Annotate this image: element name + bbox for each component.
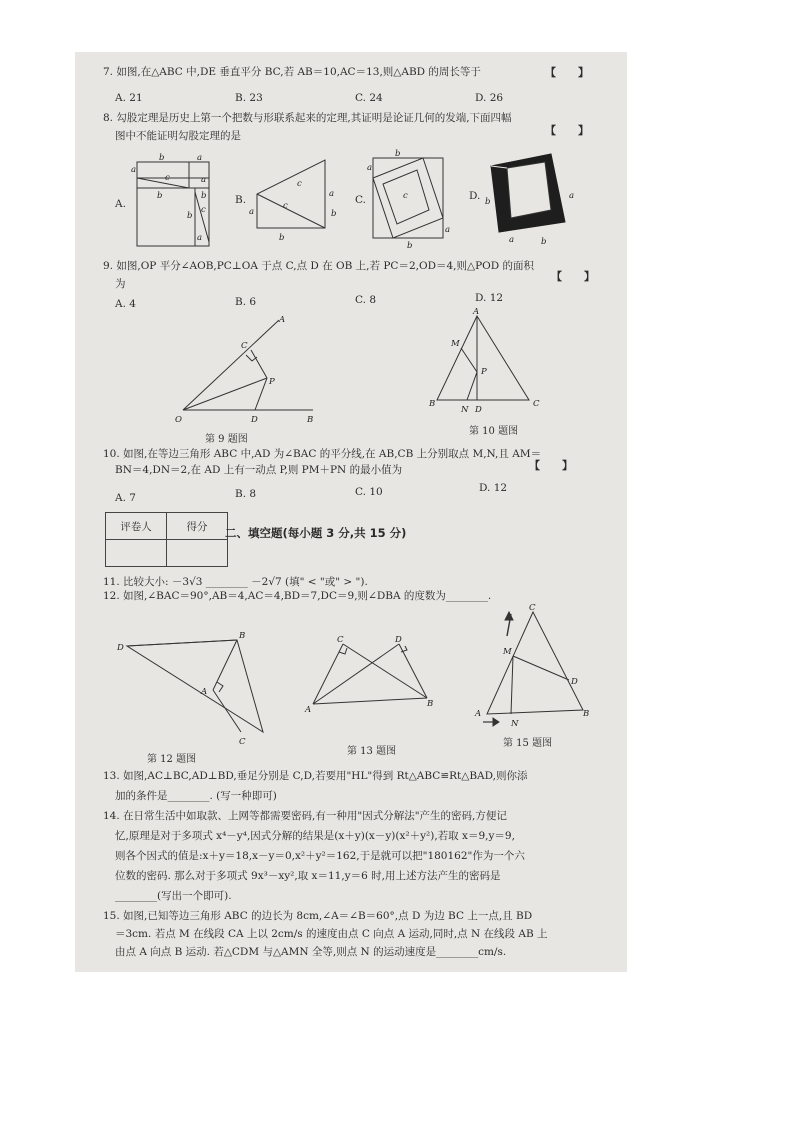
q8c-label-0: a	[367, 163, 373, 173]
q15-caption: 第 15 题图	[503, 738, 553, 749]
q12-label-d: D	[117, 643, 124, 653]
q15-line1: 15. 如图,已知等边三角形 ABC 的边长为 8cm,∠A＝∠B＝60°,点 D 为边 BC 上一点,且 BD	[103, 910, 533, 922]
q14-line1: 14. 在日常生活中如取款、上网等都需要密码,有一种用"因式分解法"产生的密码,方便记	[103, 810, 507, 822]
q10-label-d: D	[475, 405, 482, 415]
q9-answer-bracket: 【 】	[551, 270, 595, 283]
q12-caption: 第 12 题图	[147, 754, 197, 765]
q13-stem-line2: 加的条件是________. (写一种即可)	[115, 790, 277, 802]
q11-text: 11. 比较大小: －3√3 ________ －2√7 (填" < "或" > ").	[103, 576, 368, 588]
q15-label-c: C	[529, 603, 536, 613]
q15-line3: 由点 A 向点 B 运动. 若△CDM 与△AMN 全等,则点 N 的运动速度是________cm/s.	[115, 946, 507, 958]
q13-figure	[303, 632, 443, 715]
q8b-label-3: c	[297, 179, 302, 189]
q15-figure	[473, 604, 593, 728]
q8a-label-8: a	[197, 233, 203, 243]
q15-label-a: A	[475, 709, 482, 719]
q7-option-b: B. 23	[235, 92, 263, 104]
q14-line2: 忆,原理是对于多项式 x⁴－y⁴,因式分解的结果是(x＋y)(x－y)(x²＋y²),若取 x＝9,y＝9,	[115, 830, 515, 842]
q14-line3: 则各个因式的值是:x＋y＝18,x－y＝0,x²＋y²＝162,于是就可以把"180162"作为一个六	[115, 850, 525, 862]
q8a-label-0: b	[159, 153, 165, 163]
q9-option-c: C. 8	[355, 294, 377, 306]
q8a-label-6: b	[187, 211, 193, 221]
q9-label-b: B	[307, 415, 314, 425]
q9-option-d: D. 12	[475, 292, 504, 304]
q10-option-a: A. 7	[115, 492, 136, 504]
q13-label-c: C	[337, 635, 344, 645]
q8d-label-0: a	[509, 235, 515, 245]
q8b-label-0: a	[249, 207, 255, 217]
q14-line5: ________(写出一个即可).	[115, 890, 232, 902]
q8b-label-1: b	[279, 233, 285, 243]
q8-stem-line1: 8. 勾股定理是历史上第一个把数与形联系起来的定理,其证明是论证几何的发端,下面四幅	[103, 112, 512, 124]
q7-option-a: A. 21	[115, 92, 143, 104]
score-table-header-score: 得分	[167, 513, 228, 540]
q10-label-a: A	[473, 307, 480, 317]
q8a-label-2: a	[131, 165, 137, 175]
q7-option-c: C. 24	[355, 92, 383, 104]
q8a-label-3: c	[165, 173, 170, 183]
q9-figure	[173, 314, 333, 430]
q13-caption: 第 13 题图	[347, 746, 397, 757]
q10-label-n: N	[461, 405, 469, 415]
q10-option-c: C. 10	[355, 486, 383, 498]
q8-figure-d	[485, 148, 581, 248]
q8-figure-b	[249, 152, 359, 244]
q15-label-n: N	[511, 719, 519, 729]
q12-figure	[117, 626, 257, 748]
q12-label-b: B	[239, 631, 246, 641]
q12-label-c: C	[239, 737, 246, 747]
q9-label-a: A	[279, 315, 286, 325]
q8-stem-line2: 图中不能证明勾股定理的是	[115, 130, 241, 142]
q9-stem-line2: 为	[115, 278, 126, 290]
score-table-header-grader: 评卷人	[106, 513, 167, 540]
q13-label-b: B	[427, 699, 434, 709]
q9-caption: 第 9 题图	[205, 434, 248, 445]
q10-label-b: B	[429, 399, 436, 409]
q8b-label-2: c	[283, 201, 288, 211]
q9-option-a: A. 4	[115, 298, 136, 310]
q10-option-d: D. 12	[479, 482, 508, 494]
q9-label-p: P	[269, 377, 275, 387]
q9-label-o: O	[175, 415, 182, 425]
q10-answer-bracket: 【 】	[529, 459, 573, 472]
q13-stem-line1: 13. 如图,AC⊥BC,AD⊥BD,垂足分别是 C,D,若要用"HL"得到 Rt△ABC≌Rt△BAD,则你添	[103, 770, 528, 782]
q8-label-d: D.	[469, 190, 481, 202]
q8c-label-3: a	[445, 225, 451, 235]
q8-answer-bracket: 【 】	[545, 124, 589, 137]
q10-stem-line2: BN＝4,DN＝2,在 AD 上有一动点 P,则 PM＋PN 的最小值为	[115, 464, 403, 476]
q8-label-a: A.	[115, 198, 126, 210]
score-table	[105, 512, 228, 567]
q8a-label-4: c	[201, 205, 206, 215]
q8b-label-5: b	[331, 209, 337, 219]
q12-label-a: A	[201, 687, 208, 697]
q15-label-m: M	[503, 647, 512, 657]
q13-label-a: A	[305, 705, 312, 715]
q8c-label-4: b	[407, 241, 413, 251]
score-table-grader-cell	[106, 540, 167, 567]
q10-stem-line1: 10. 如图,在等边三角形 ABC 中,AD 为∠BAC 的平分线,在 AB,CB 上分别取点 M,N,且 AM＝	[103, 448, 542, 460]
q8-label-b: B.	[235, 194, 247, 206]
q15-label-b: B	[583, 709, 590, 719]
q9-option-b: B. 6	[235, 296, 257, 308]
q9-stem-line1: 9. 如图,OP 平分∠AOB,PC⊥OA 于点 C,点 D 在 OB 上,若 PC＝2,OD＝4,则△POD 的面积	[103, 260, 535, 272]
q8a-label-1: a	[197, 153, 203, 163]
q10-label-p: P	[481, 367, 487, 377]
q8-figure-a	[131, 152, 213, 248]
q8d-label-3: b	[485, 197, 491, 207]
q8c-label-2: c	[403, 191, 408, 201]
q8c-label-1: b	[395, 149, 401, 159]
q10-caption: 第 10 题图	[469, 426, 519, 437]
q10-figure	[429, 308, 545, 414]
q10-label-c: C	[533, 399, 540, 409]
q7-answer-bracket: 【 】	[545, 66, 589, 79]
q8-label-c: C.	[355, 194, 366, 206]
q13-label-d: D	[395, 635, 402, 645]
q9-label-c: C	[241, 341, 248, 351]
q14-line4: 位数的密码. 那么对于多项式 9x³－xy²,取 x＝11,y＝6 时,用上述方法产生的密码是	[115, 870, 501, 882]
q8a-label-5: b	[157, 191, 163, 201]
q8d-label-1: b	[541, 237, 547, 247]
q8a-label-7: a	[201, 175, 207, 185]
score-table-score-cell	[167, 540, 228, 567]
exam-paper	[75, 52, 627, 972]
q9-label-d: D	[251, 415, 258, 425]
q10-label-m: M	[451, 339, 460, 349]
q10-option-b: B. 8	[235, 488, 257, 500]
q8a-label-9: b	[201, 191, 207, 201]
q15-label-d: D	[571, 677, 578, 687]
q7-option-d: D. 26	[475, 92, 504, 104]
q8b-label-4: a	[329, 189, 335, 199]
section-2-title: 二、填空题(每小题 3 分,共 15 分)	[225, 526, 407, 540]
q7-stem: 7. 如图,在△ABC 中,DE 垂直平分 BC,若 AB＝10,AC＝13,则△ABD 的周长等于	[103, 66, 481, 78]
q8d-label-2: a	[569, 191, 575, 201]
q15-line2: ＝3cm. 若点 M 在线段 CA 上以 2cm/s 的速度由点 C 向点 A 运动,同时,点 N 在线段 AB 上	[115, 928, 548, 940]
q8-figure-c	[367, 149, 451, 251]
q12-stem: 12. 如图,∠BAC＝90°,AB＝4,AC＝4,BD＝7,DC＝9,则∠DBA 的度数为________.	[103, 590, 492, 602]
